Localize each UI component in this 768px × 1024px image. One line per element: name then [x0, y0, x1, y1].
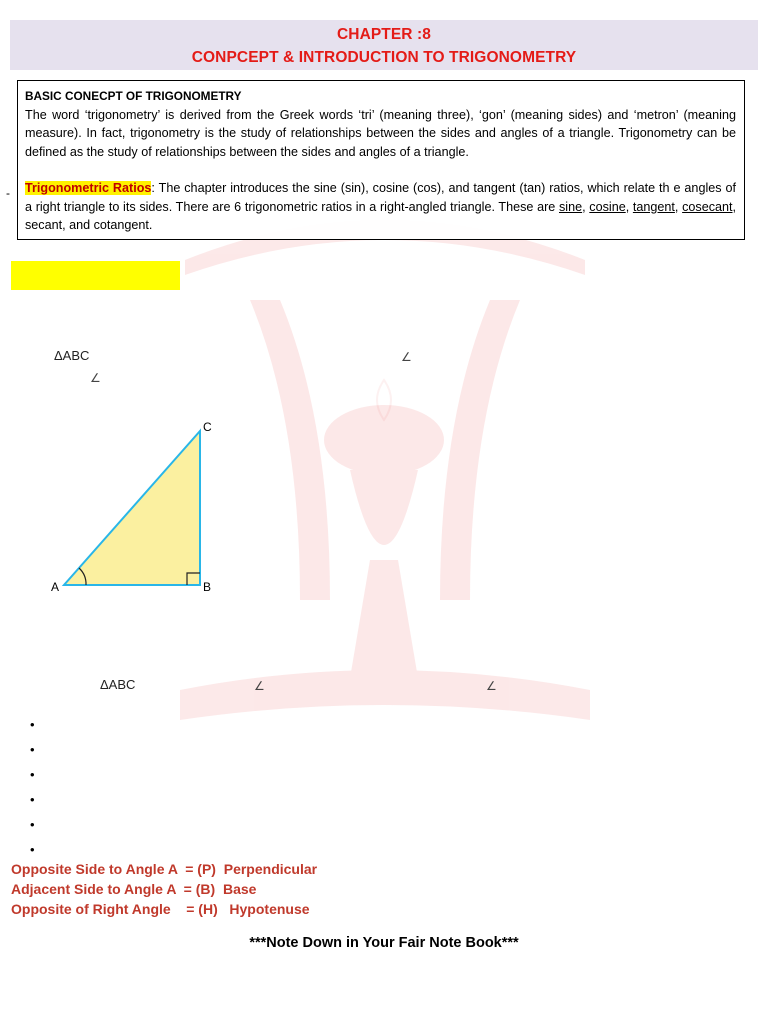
- ratio-sine: sine: [559, 199, 583, 214]
- ratios-label: Trigonometric Ratios: [25, 181, 152, 195]
- definition-value: = (P) Perpendicular: [177, 861, 318, 877]
- definition-side: Opposite of Right Angle: [11, 901, 171, 917]
- definition-row: [11, 879, 317, 899]
- ratios-text-a: : The chapter introduces the sine (sin), cosine (cos), and tangent (tan) ratios, which relate th e angles of a right triangle to its sides. There are 6 trigonometric ratios in a right-angled triangle. These are: [25, 181, 736, 214]
- ratios-text-b: , secant, and cotangent.: [25, 199, 737, 232]
- chapter-title: CONPCEPT & INTRODUCTION TO TRIGONOMETRY: [191, 49, 577, 66]
- ratio-tangent: tangent: [632, 199, 675, 214]
- angle-symbol-1: ∠: [401, 350, 412, 364]
- ratio-sep-1: ,: [582, 199, 590, 214]
- list-item: [30, 737, 35, 762]
- triangle-shape: [64, 431, 200, 585]
- list-item: [30, 762, 35, 787]
- side-definitions: [11, 859, 317, 919]
- vertex-label-b: B: [203, 580, 212, 594]
- vertex-label-a: A: [51, 580, 60, 594]
- bullet-list: [30, 712, 35, 862]
- ratio-cosine: cosine: [589, 199, 626, 214]
- list-item: [30, 787, 35, 812]
- triangle-abc-label-2: ΔABC: [100, 677, 136, 692]
- definition-side: Opposite Side to Angle A: [11, 861, 178, 877]
- footer-note: ***Note Down in Your Fair Note Book***: [249, 935, 519, 951]
- chapter-number: CHAPTER :8: [336, 26, 431, 43]
- ratio-sep-3: ,: [674, 199, 683, 214]
- list-item: [30, 812, 35, 837]
- ratio-sep-2: ,: [625, 199, 633, 214]
- list-item: [30, 712, 35, 737]
- highlight-bar: [11, 261, 180, 290]
- intro-heading: BASIC CONECPT OF TRIGONOMETRY: [25, 89, 242, 103]
- margin-dash: -: [6, 186, 10, 200]
- definition-row: [11, 899, 317, 919]
- definition-row: [11, 859, 317, 879]
- chapter-header: [10, 20, 758, 70]
- angle-symbol-2: ∠: [90, 371, 101, 385]
- ratio-cosecant: cosecant: [682, 199, 733, 214]
- definition-side: Adjacent Side to Angle A: [11, 881, 176, 897]
- angle-symbol-4: ∠: [486, 679, 497, 693]
- ratios-paragraph: [25, 179, 736, 235]
- definition-value: = (H) Hypotenuse: [170, 901, 310, 917]
- angle-symbol-3: ∠: [254, 679, 265, 693]
- intro-paragraph: The word ‘trigonometry’ is derived from the Greek words ‘tri’ (meaning three), ‘gon’ (meaning sides) and ‘metron’ (meaning measure). In fact, trigonometry is the study of relationships between the sides and angles of a triangle. Trigonometry can be defined as the study of relationships between the sides and angles of a triangle.: [25, 107, 736, 159]
- vertex-label-c: C: [203, 420, 212, 434]
- intro-box: [17, 80, 745, 240]
- right-triangle-diagram: [40, 415, 230, 600]
- definition-value: = (B) Base: [175, 881, 257, 897]
- triangle-abc-label-1: ΔABC: [54, 348, 90, 363]
